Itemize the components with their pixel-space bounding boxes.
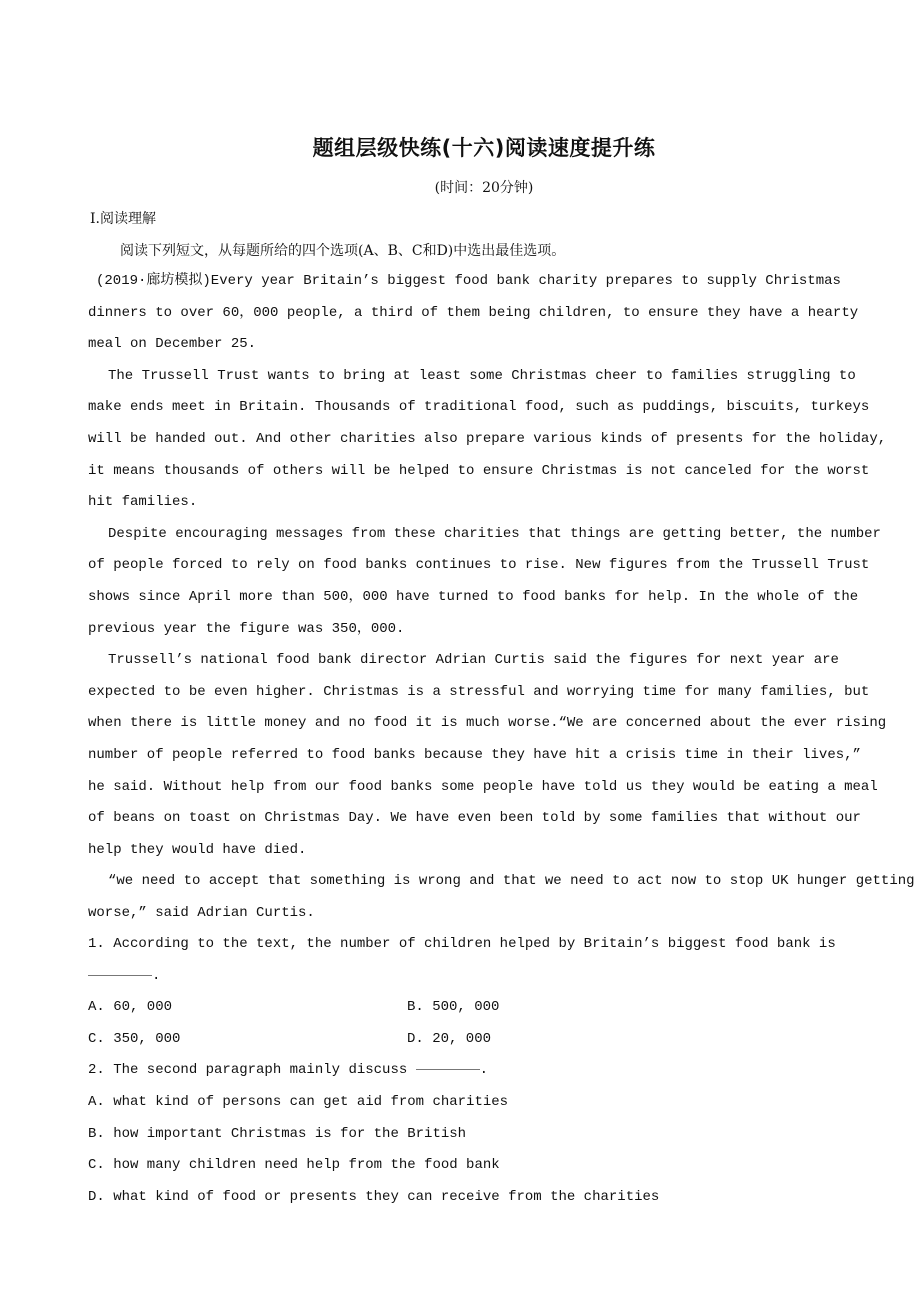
instructions: 阅读下列短文，从每题所给的四个选项(A、B、C和D)中选出最佳选项。 xyxy=(120,243,566,259)
paragraph-line: Trussell’s national food bank director Adrian Curtis said the figures for next year are xyxy=(108,652,839,669)
paragraph-line: will be handed out. And other charities also prepare various kinds of presents for the holiday, xyxy=(88,430,887,447)
paragraph-line: meal on December 25. xyxy=(88,336,257,353)
answer-blank xyxy=(416,1055,480,1070)
page-title: 题组层级快练(十六)阅读速度提升练 xyxy=(312,136,656,160)
paragraph-line: (2019·廊坊模拟)Every year Britain’s biggest food bank charity prepares to supply Christmas xyxy=(96,273,841,289)
paragraph-line: hit families. xyxy=(88,494,198,511)
section-heading: Ⅰ.阅读理解 xyxy=(90,211,156,227)
paragraph-line: The Trussell Trust wants to bring at least some Christmas cheer to families struggling to xyxy=(108,367,856,384)
paragraph xyxy=(88,645,888,866)
questions xyxy=(88,929,888,1213)
paragraph-line: Despite encouraging messages from these charities that things are getting better, the number xyxy=(108,525,881,542)
question-2-option-b: B. how important Christmas is for the British xyxy=(88,1125,467,1142)
paragraph-line: it means thousands of others will be helped to ensure Christmas is not canceled for the worst xyxy=(88,462,870,479)
reading-passage xyxy=(88,266,915,929)
question-2-option-c: C. how many children need help from the food bank xyxy=(88,1157,500,1174)
question-1-blank: . xyxy=(88,961,888,993)
question-1-stem: 1. According to the text, the number of children helped by Britain’s biggest food bank is xyxy=(88,936,836,952)
paragraph-line: he said. Without help from our food banks some people have told us they would be eating a meal xyxy=(88,778,878,795)
question-1-option-a: A. 60, 000 xyxy=(88,999,173,1016)
paragraph xyxy=(88,866,915,929)
paragraph-line: when there is little money and no food it is much worse.“We are concerned about the ever rising xyxy=(88,715,887,732)
paragraph-line: of beans on toast on Christmas Day. We have even been told by some families that without our xyxy=(88,810,861,827)
question-2-stem: 2. The second paragraph mainly discuss xyxy=(88,1062,408,1079)
paragraph xyxy=(88,266,888,361)
question-1-option-b: B. 500, 000 xyxy=(407,999,500,1016)
paragraph-line: of people forced to rely on food banks continues to rise. New figures from the Trussell Trust xyxy=(88,557,870,574)
paragraph-line: make ends meet in Britain. Thousands of traditional food, such as puddings, biscuits, turkeys xyxy=(88,399,870,416)
paragraph-line: previous year the figure was 350，000. xyxy=(88,620,405,637)
question-1-option-d: D. 20, 000 xyxy=(407,1030,492,1047)
paragraph-line: help they would have died. xyxy=(88,841,307,858)
question-2-option-a: A. what kind of persons can get aid from charities xyxy=(88,1093,509,1110)
question-1-option-c: C. 350, 000 xyxy=(88,1030,181,1047)
paragraph-line: worse,” said Adrian Curtis. xyxy=(88,904,315,921)
paragraph-line: number of people referred to food banks because they have hit a crisis time in their lives,” xyxy=(88,746,861,763)
paragraph-line: shows since April more than 500，000 have turned to food banks for help. In the whole of the xyxy=(88,588,859,605)
paragraph-line: “we need to accept that something is wrong and that we need to act now to stop UK hunger getting xyxy=(108,873,915,890)
answer-blank xyxy=(88,961,152,976)
paragraph xyxy=(88,519,888,645)
paragraph-line: expected to be even higher. Christmas is a stressful and worrying time for many families, but xyxy=(88,683,870,700)
time-limit: (时间：20分钟) xyxy=(434,180,534,196)
paragraph-line: dinners to over 60，000 people, a third of them being children, to ensure they have a hearty xyxy=(88,304,859,321)
question-2: 2. The second paragraph mainly discuss . xyxy=(88,1055,888,1087)
paragraph xyxy=(88,361,888,519)
question-2-option-d: D. what kind of food or presents they can receive from the charities xyxy=(88,1188,660,1205)
